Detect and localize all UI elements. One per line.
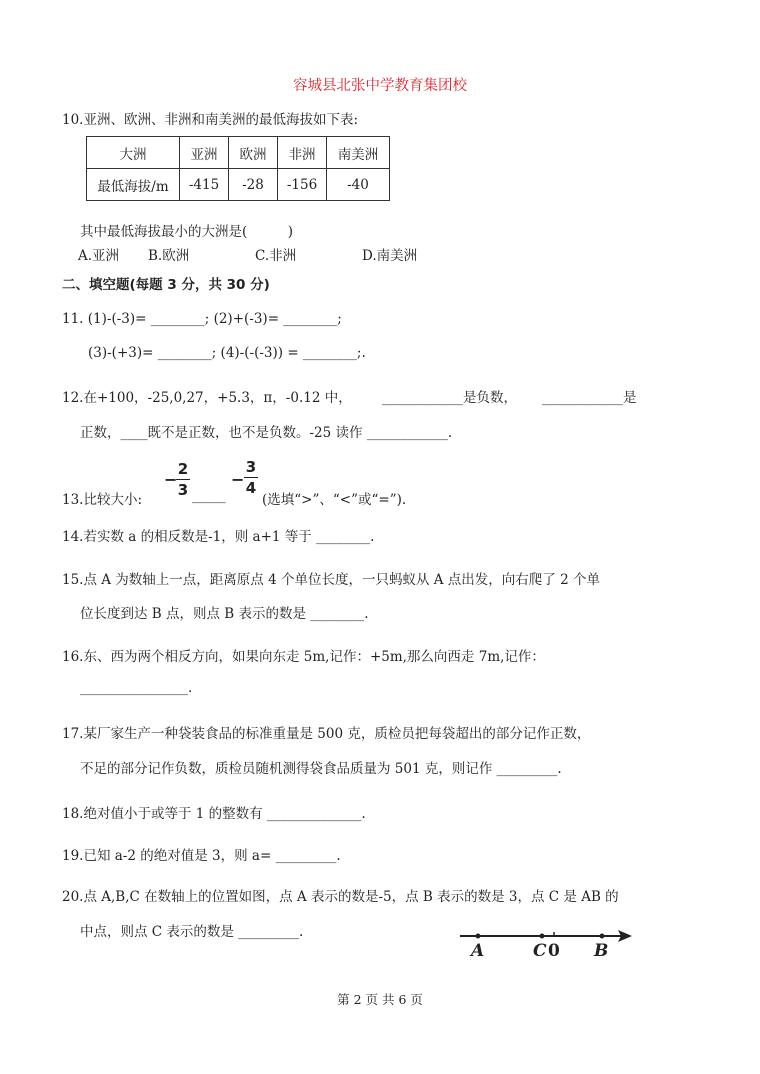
number-line-figure bbox=[458, 926, 638, 966]
fraction-denominator: 4 bbox=[245, 479, 257, 497]
q12-line1-a: 12.在+100，-25,0,27，+5.3，π，-0.12 中， bbox=[62, 390, 352, 406]
q19: 19.已知 a-2 的绝对值是 3，则 a= _________. bbox=[62, 848, 341, 864]
q13-suffix: (选填“>”、“<”或“=”). bbox=[262, 492, 407, 508]
table-row bbox=[87, 137, 390, 169]
q12-line1-c: ____________是 bbox=[542, 390, 637, 406]
point-b-dot bbox=[600, 934, 605, 939]
q12-line1-b: ____________是负数， bbox=[382, 390, 517, 406]
q18: 18.绝对值小于或等于 1 的整数有 ______________. bbox=[62, 806, 366, 822]
section-title: 二、填空题(每题 3 分，共 30 分) bbox=[62, 277, 270, 293]
q10-option-b: B.欧洲 bbox=[148, 248, 190, 264]
q20-line2: 中点，则点 C 表示的数是 _________. bbox=[80, 924, 304, 940]
fraction-bar bbox=[244, 477, 258, 478]
fraction-three-quarters bbox=[244, 458, 258, 497]
q11-line2: (3)-(+3)= ________; (4)-(-(-3)) = ________;. bbox=[88, 345, 366, 361]
q10-option-a: A.亚洲 bbox=[78, 248, 120, 264]
q12-line2: 正数，____既不是正数，也不是负数。-25 读作 ____________. bbox=[80, 425, 453, 441]
q15-line2: 位长度到达 B 点，则点 B 表示的数是 ________. bbox=[80, 606, 369, 622]
table-cell: -156 bbox=[278, 169, 327, 201]
q14: 14.若实数 a 的相反数是-1，则 a+1 等于 ________. bbox=[62, 529, 375, 545]
label-b: B bbox=[594, 941, 609, 961]
table-cell: -40 bbox=[327, 169, 390, 201]
table-cell: 非洲 bbox=[278, 137, 327, 169]
q10-option-d: D.南美洲 bbox=[362, 248, 418, 264]
minus-sign: − bbox=[231, 470, 245, 489]
fraction-denominator: 3 bbox=[177, 481, 189, 499]
minus-sign: − bbox=[164, 470, 178, 489]
table-cell: 亚洲 bbox=[180, 137, 229, 169]
q13-prefix: 13.比较大小: bbox=[62, 492, 143, 508]
fraction-two-thirds bbox=[176, 460, 190, 499]
q13-blank: _____ bbox=[192, 488, 226, 504]
point-a-dot bbox=[476, 934, 481, 939]
q17-line1: 17.某厂家生产一种袋装食品的标准重量是 500 克，质检员把每袋超出的部分记作正数， bbox=[62, 726, 591, 742]
table-row bbox=[87, 169, 390, 201]
q11-line1: 11. (1)-(-3)= ________; (2)+(-3)= ________; bbox=[62, 311, 342, 327]
q16-line2: ________________. bbox=[80, 680, 193, 696]
table-cell: 大洲 bbox=[87, 137, 180, 169]
table-cell: -415 bbox=[180, 169, 229, 201]
label-a: A bbox=[471, 941, 485, 961]
table-cell: 南美洲 bbox=[327, 137, 390, 169]
page-footer: 第 2 页 共 6 页 bbox=[337, 992, 423, 1007]
q17-line2: 不足的部分记作负数，质检员随机测得袋食品质量为 501 克，则记作 _________. bbox=[80, 761, 562, 777]
fraction-numerator: 3 bbox=[245, 458, 257, 476]
q20-line1: 20.点 A,B,C 在数轴上的位置如图，点 A 表示的数是-5，点 B 表示的数是 3，点 C 是 AB 的 bbox=[62, 889, 619, 905]
q15-line1: 15.点 A 为数轴上一点，距离原点 4 个单位长度，一只蚂蚁从 A 点出发，向右爬了 2 个单 bbox=[62, 572, 600, 588]
q10-stem: 10.亚洲、欧洲、非洲和南美洲的最低海拔如下表: bbox=[62, 112, 359, 128]
point-c-dot bbox=[540, 934, 545, 939]
q16-line1: 16.东、西为两个相反方向，如果向东走 5m,记作：+5m,那么向西走 7m,记作： bbox=[62, 649, 545, 665]
label-c: C bbox=[533, 941, 547, 961]
fraction-numerator: 2 bbox=[177, 460, 189, 478]
fraction-bar bbox=[176, 479, 190, 480]
q10-question: 其中最低海拔最小的大洲是( ) bbox=[80, 224, 294, 240]
school-header: 容城县北张中学教育集团校 bbox=[293, 78, 467, 94]
q10-option-c: C.非洲 bbox=[255, 248, 297, 264]
table-cell: 欧洲 bbox=[229, 137, 278, 169]
label-origin: 0 bbox=[548, 941, 560, 961]
table-cell: 最低海拔/m bbox=[87, 169, 180, 201]
table-cell: -28 bbox=[229, 169, 278, 201]
altitude-table bbox=[86, 136, 390, 201]
